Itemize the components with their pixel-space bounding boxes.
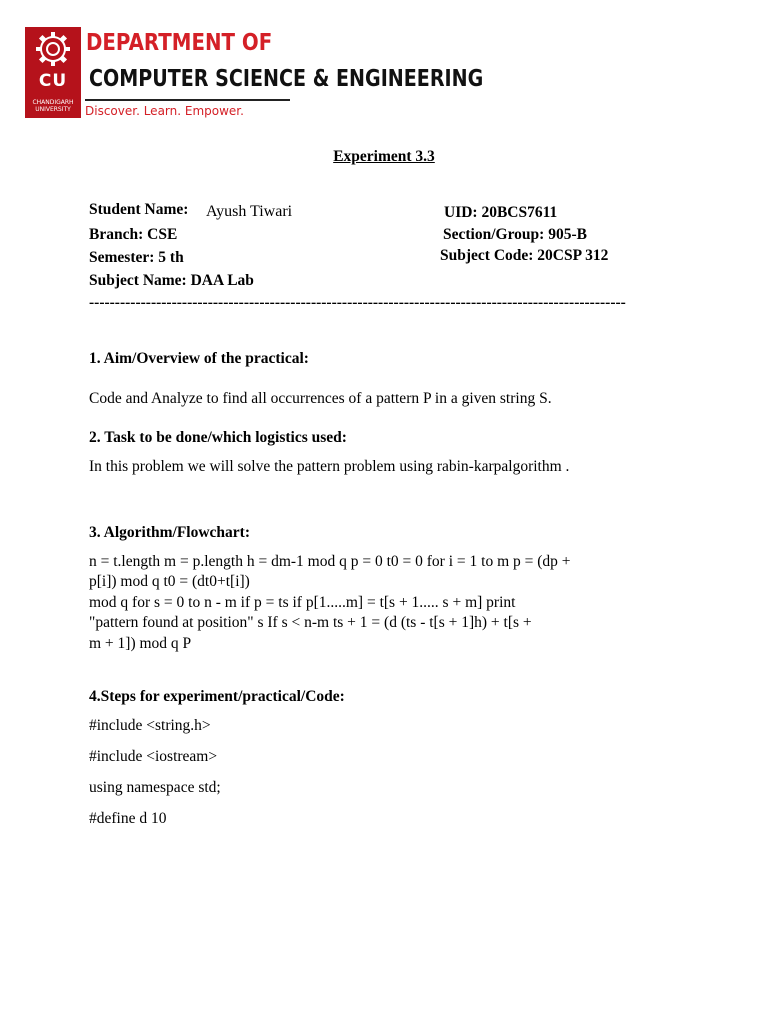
department-header: [25, 27, 484, 122]
aim-text: Code and Analyze to find all occurrences of a pattern P in a given string S.: [89, 390, 552, 407]
algorithm-line: p[i]) mod q t0 = (dt0+t[i]): [89, 573, 250, 590]
code-line: #include <iostream>: [89, 748, 218, 765]
experiment-title: Experiment 3.3: [333, 148, 435, 165]
section-field: Section/Group: 905-B: [443, 226, 587, 243]
student-name-label: Student Name:: [89, 201, 189, 218]
subject-code-field: Subject Code: 20CSP 312: [440, 247, 609, 264]
tagline: Discover. Learn. Empower.: [85, 104, 244, 118]
department-subtitle: COMPUTER SCIENCE & ENGINEERING: [89, 66, 484, 92]
subject-name-field: Subject Name: DAA Lab: [89, 272, 254, 289]
steps-heading: 4.Steps for experiment/practical/Code:: [89, 688, 345, 705]
gear-emblem-icon: [25, 27, 81, 71]
algorithm-line: mod q for s = 0 to n - m if p = ts if p[1.....m] = t[s + 1..... s + m] print: [89, 594, 516, 611]
department-title: DEPARTMENT OF: [86, 30, 273, 56]
semester-field: Semester: 5 th: [89, 249, 184, 266]
header-divider: [85, 99, 290, 101]
algorithm-line: n = t.length m = p.length h = dm-1 mod q p = 0 t0 = 0 for i = 1 to m p = (dp +: [89, 553, 571, 570]
aim-heading: 1. Aim/Overview of the practical:: [89, 350, 309, 367]
branch-field: Branch: CSE: [89, 226, 178, 243]
uid-field: UID: 20BCS7611: [444, 204, 558, 221]
algorithm-heading: 3. Algorithm/Flowchart:: [89, 524, 251, 541]
algorithm-line: "pattern found at position" s If s < n-m ts + 1 = (d (ts - t[s + 1]h) + t[s +: [89, 614, 532, 631]
algorithm-line: m + 1]) mod q P: [89, 635, 192, 652]
logo-cu-text: CU: [38, 71, 68, 91]
code-line: #define d 10: [89, 810, 167, 827]
university-logo: [25, 27, 81, 118]
code-line: using namespace std;: [89, 779, 221, 796]
task-heading: 2. Task to be done/which logistics used:: [89, 429, 347, 446]
code-line: #include <string.h>: [89, 717, 211, 734]
separator-line: --------------------------------------------------------------------------------------------------------: [89, 294, 626, 311]
logo-university-text: CHANDIGARH UNIVERSITY: [32, 99, 74, 113]
student-name-value: Ayush Tiwari: [206, 203, 293, 220]
task-text: In this problem we will solve the pattern problem using rabin-karpalgorithm .: [89, 458, 570, 475]
